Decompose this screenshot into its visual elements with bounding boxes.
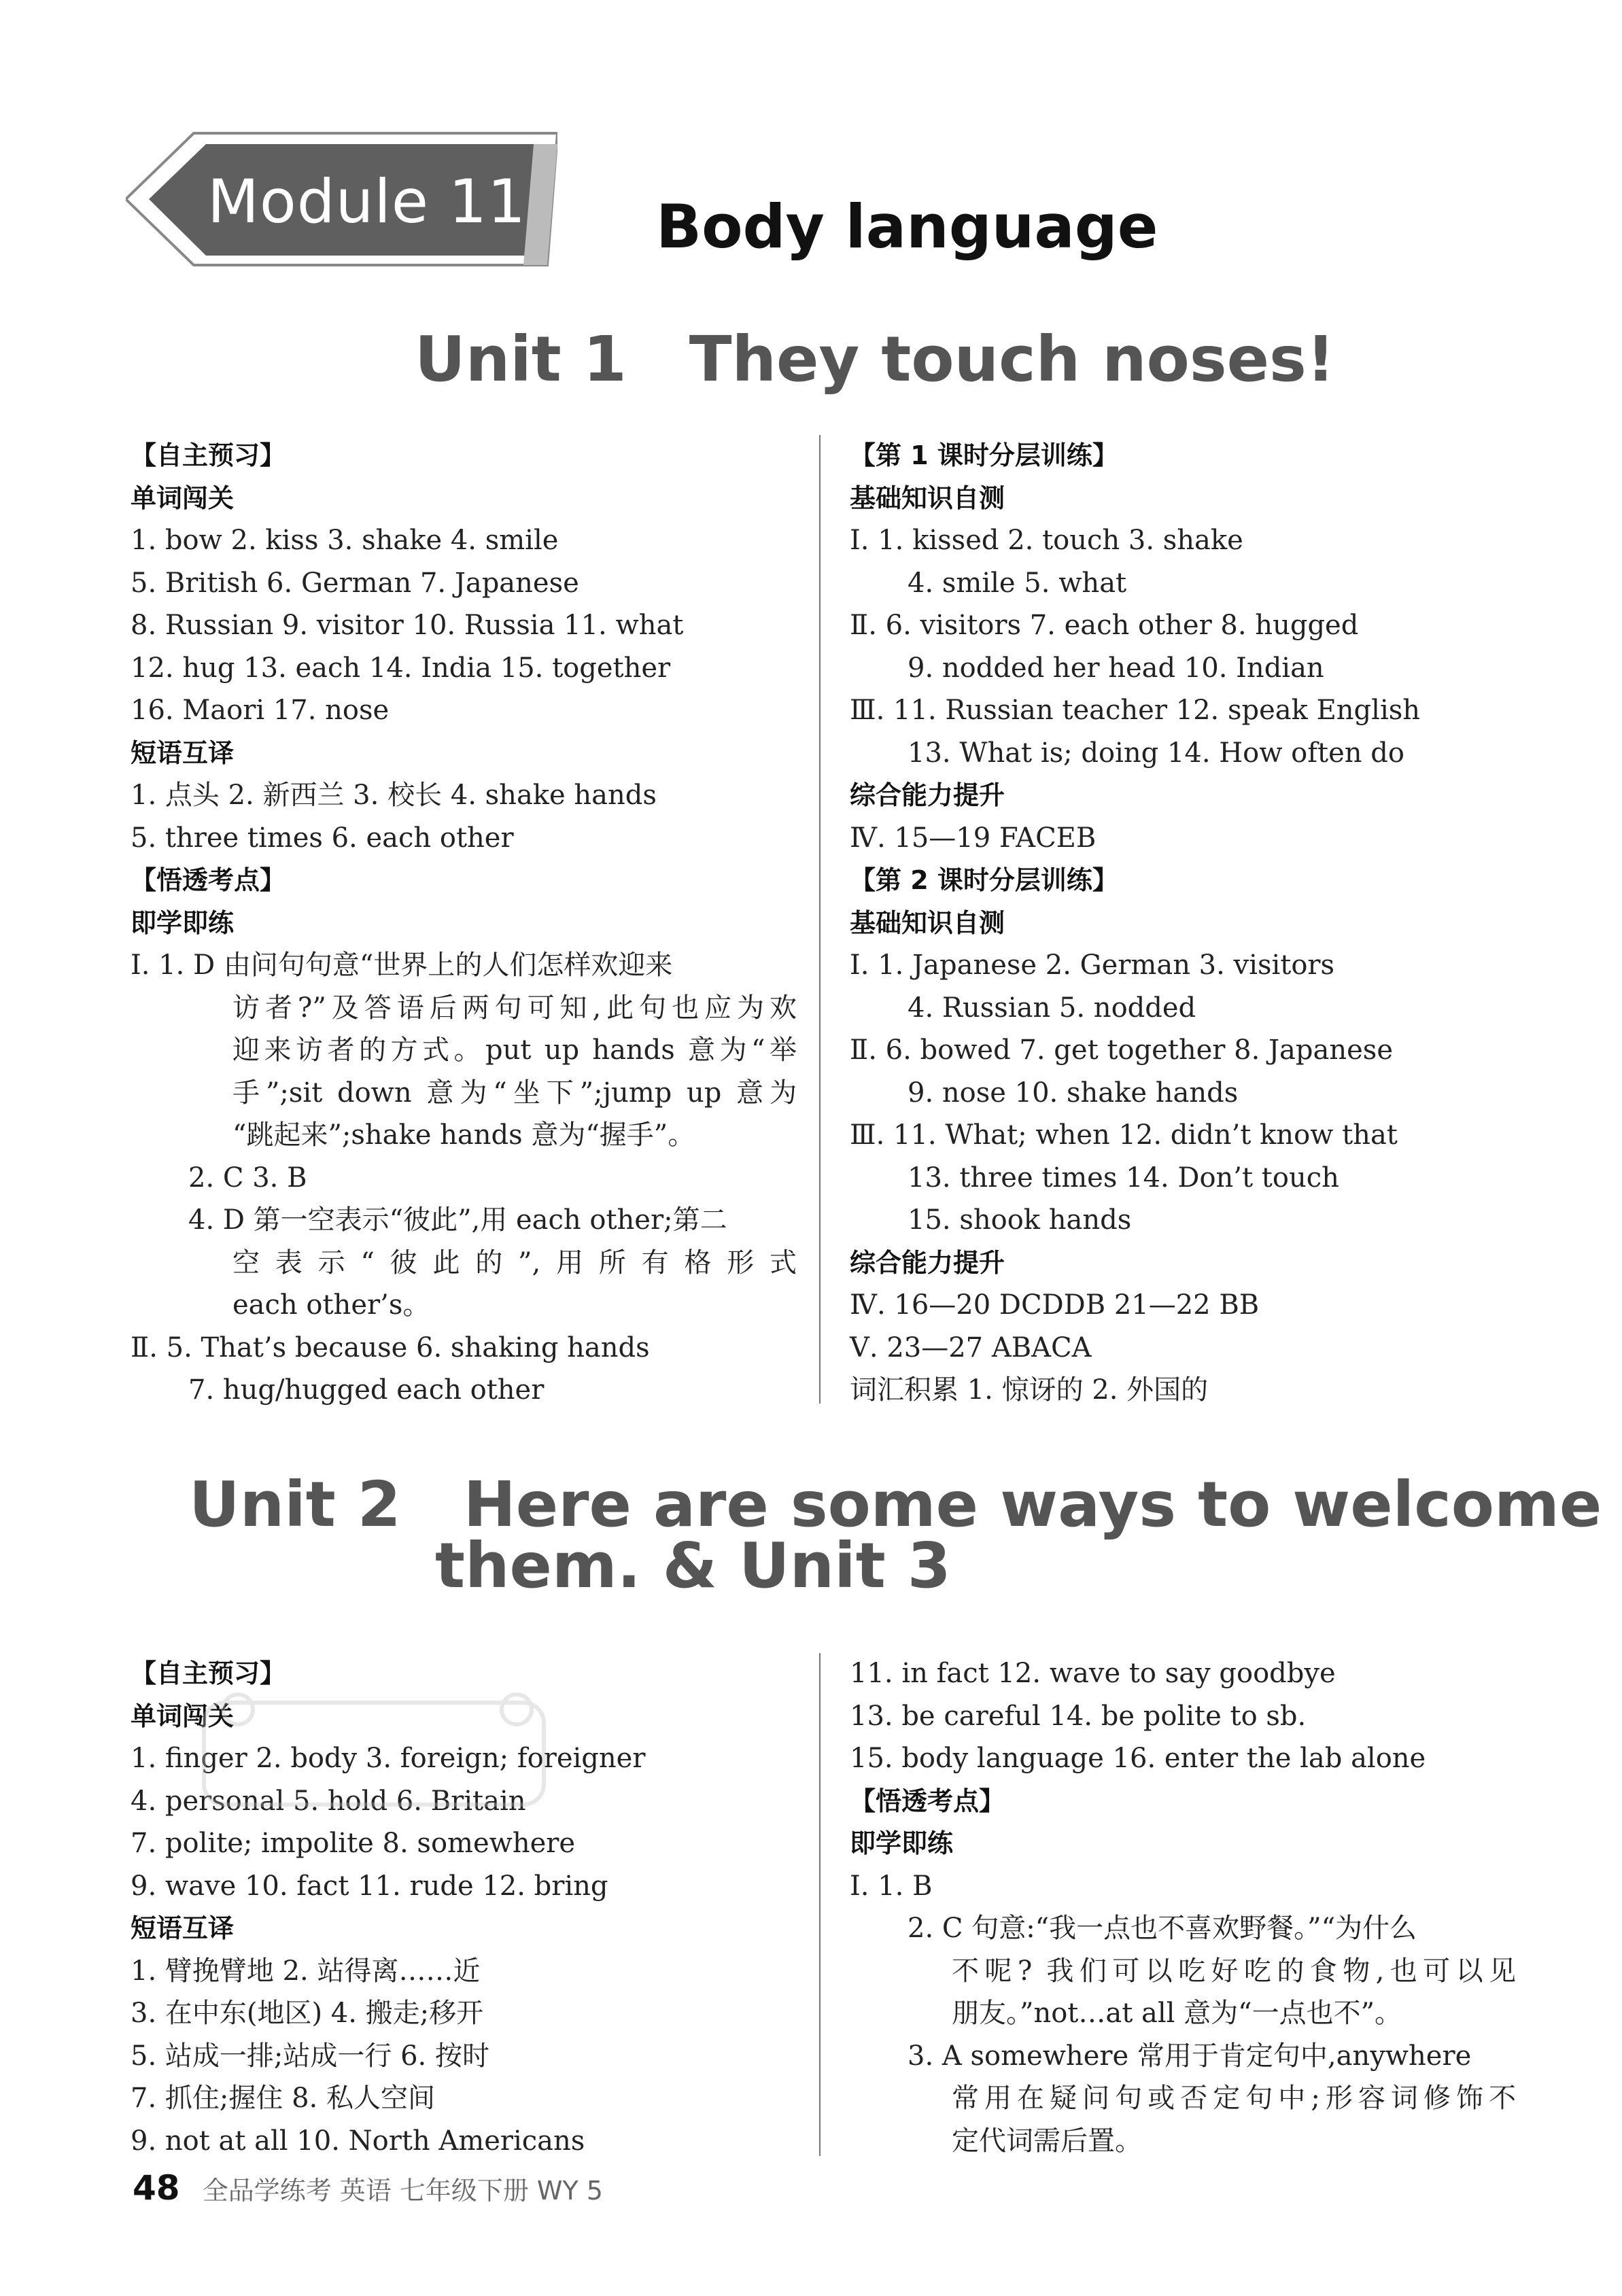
answer-line: 9. wave 10. fact 11. rude 12. bring [131,1870,608,1902]
answer-line: 5. British 6. German 7. Japanese [131,567,579,599]
page-footer [133,2168,603,2208]
answer-line: 1. 点头 2. 新西兰 3. 校长 4. shake hands [131,780,657,811]
answer-line: 4. smile 5. what [908,567,1127,599]
answer-line: each other’s。 [232,1289,430,1321]
answer-line: 3. A somewhere 常用于肯定句中,anywhere [908,2040,1472,2072]
answer-line: Ⅲ. 11. What; when 12. didn’t know that [850,1119,1398,1151]
section-heading: 短语互译 [131,737,235,768]
section-heading: 【自主预习】 [131,440,286,470]
column-divider-2 [819,1653,821,2156]
answer-line: 9. nose 10. shake hands [908,1077,1239,1109]
answer-line: 4. personal 5. hold 6. Britain [131,1785,526,1817]
section-heading: 基础知识自测 [850,483,1005,513]
answer-line: 1. bow 2. kiss 3. shake 4. smile [131,525,559,556]
section-heading: 【悟透考点】 [850,1786,1005,1816]
section-heading: 综合能力提升 [850,1247,1005,1278]
answer-line: 2. C 3. B [188,1162,307,1194]
answer-line: 定代词需后置。 [952,2125,1142,2157]
answer-line: 手”;sit down 意为“坐下”;jump up 意为 [232,1077,797,1109]
answer-line: 访者?”及答语后两句可知,此句也应为欢 [232,992,797,1024]
section-heading: 基础知识自测 [850,907,1005,938]
answer-line: Ⅰ. 1. B [850,1870,933,1902]
answer-line: Ⅰ. 1. D 由问句句意“世界上的人们怎样欢迎来 [131,950,673,981]
answer-line: 13. What is; doing 14. How often do [908,737,1404,769]
answer-line: 4. D 第一空表示“彼此”,用 each other;第二 [188,1204,727,1236]
section-heading: 【自主预习】 [131,1658,286,1688]
section-heading: 【第 2 课时分层训练】 [850,865,1118,895]
answer-line: Ⅴ. 23—27 ABACA [850,1332,1092,1363]
answer-line: “跳起来”;shake hands 意为“握手”。 [232,1119,695,1151]
section-heading: 【第 1 课时分层训练】 [850,440,1118,470]
answer-line: 常用在疑问句或否定句中;形容词修饰不 [952,2083,1516,2114]
answer-line: 15. body language 16. enter the lab alone [850,1743,1426,1774]
section-heading: 单词闯关 [131,1701,235,1731]
answer-line: 朋友。”not…at all 意为“一点也不”。 [952,1998,1402,2029]
answer-line: 8. Russian 9. visitor 10. Russia 11. what [131,610,684,641]
answer-line: 5. 站成一排;站成一行 6. 按时 [131,2040,489,2072]
section-heading: 综合能力提升 [850,780,1005,810]
answer-line: 16. Maori 17. nose [131,695,390,726]
book-info: 全品学练考 英语 七年级下册 WY 5 [202,2176,603,2206]
answer-line: 11. in fact 12. wave to say goodbye [850,1658,1336,1689]
module-title: Body language [656,192,1158,262]
answer-line: 2. C 句意:“我一点也不喜欢野餐。”“为什么 [908,1913,1417,1944]
answer-line: 空表示“彼此的”,用所有格形式 [232,1247,797,1279]
answer-line: 9. nodded her head 10. Indian [908,652,1324,684]
answer-line: Ⅰ. 1. kissed 2. touch 3. shake [850,525,1243,556]
section-heading: 即学即练 [850,1828,954,1858]
answer-line: Ⅰ. 1. Japanese 2. German 3. visitors [850,950,1335,981]
unit2-title-line2: them. & Unit 3 [435,1529,951,1602]
answer-line: 7. hug/hugged each other [188,1374,545,1406]
answer-line: Ⅳ. 16—20 DCDDB 21—22 BB [850,1289,1260,1321]
answer-line: Ⅳ. 15—19 FACEB [850,822,1097,854]
answer-line: 13. three times 14. Don’t touch [908,1162,1339,1194]
unit1-title: Unit 1 They touch noses! [415,323,1335,396]
answer-line: Ⅱ. 6. bowed 7. get together 8. Japanese [850,1034,1393,1066]
answer-line: 不呢? 我们可以吃好吃的食物,也可以见 [952,1955,1516,1987]
page-number: 48 [133,2168,180,2208]
answer-line: 迎来访者的方式。put up hands 意为“举 [232,1034,797,1066]
answer-line: Ⅲ. 11. Russian teacher 12. speak English [850,695,1421,726]
answer-line: 15. shook hands [908,1204,1132,1236]
section-heading: 【悟透考点】 [131,865,286,895]
answer-line: 12. hug 13. each 14. India 15. together [131,652,671,684]
watermark-logo [197,1682,551,1818]
unit2-title-line1: Unit 2 Here are some ways to welcome [189,1468,1602,1541]
section-heading: 即学即练 [131,907,235,938]
section-heading: 短语互译 [131,1913,235,1943]
answer-line: Ⅱ. 6. visitors 7. each other 8. hugged [850,610,1359,641]
answer-line: 13. be careful 14. be polite to sb. [850,1700,1307,1732]
column-divider [819,435,821,1404]
answer-line: 3. 在中东(地区) 4. 搬走;移开 [131,1998,484,2029]
answer-line: 5. three times 6. each other [131,822,514,854]
answer-line: 7. polite; impolite 8. somewhere [131,1828,576,1859]
answer-line: 1. finger 2. body 3. foreign; foreigner [131,1743,646,1774]
answer-line: Ⅱ. 5. That’s because 6. shaking hands [131,1332,650,1363]
answer-line: 1. 臂挽臂地 2. 站得离……近 [131,1955,481,1987]
answer-line: 4. Russian 5. nodded [908,992,1196,1024]
answer-line: 词汇积累 1. 惊讶的 2. 外国的 [850,1374,1209,1406]
module-number: Module 11 [207,167,526,237]
answer-line: 7. 抓住;握住 8. 私人空间 [131,2083,435,2114]
answer-line: 9. not at all 10. North Americans [131,2125,585,2157]
section-heading: 单词闯关 [131,483,235,513]
